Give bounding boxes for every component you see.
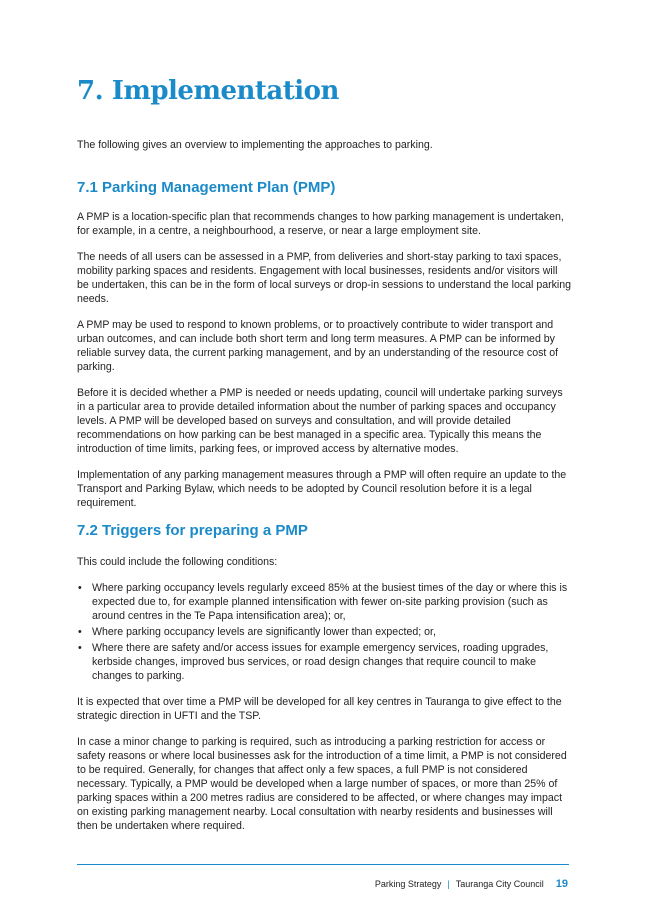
bullet-icon: • xyxy=(78,642,82,654)
section-1-paragraph: A PMP may be used to respond to known problems, or to proactively contribute to wider transport and urban outcomes, and can include both short term and long term measures. A PMP can be informed by reliable survey data, the current parking management, and by an understanding of the resource cost of parking. xyxy=(77,319,559,373)
section-2-paragraph: It is expected that over time a PMP will be developed for all key centres in Tauranga to give effect to the strategic direction in UFTI and the TSP. xyxy=(77,696,562,722)
section-1-title: 7.1 Parking Management Plan (PMP) xyxy=(77,179,336,196)
section-1-body xyxy=(77,210,572,522)
list-item xyxy=(77,641,572,683)
footer-divider xyxy=(77,864,569,865)
bullet-icon: • xyxy=(78,582,82,594)
section-2-lead: This could include the following conditions: xyxy=(77,556,278,568)
section-2-paragraph: In case a minor change to parking is required, such as introducing a parking restriction for access or safety reasons or where local businesses ask for the introduction of a time limit, a PMP is not considered to be required. Generally, for changes that affect only a few spaces, a full PMP is not considered necessary. Typically, a PMP would be developed when a large number of spaces, or more than 25% of parking spaces within a 200 metres radius are considered to be affected, or where changes may impact on existing parking management nearby. Local consultation with nearby residents and businesses will then be undertaken where required. xyxy=(77,736,567,832)
page-heading: 7. Implementation xyxy=(77,76,339,106)
section-1-paragraph: A PMP is a location-specific plan that recommends changes to how parking management is undertaken, for example, in a centre, a neighbourhood, a reserve, or near a large employment site. xyxy=(77,211,564,237)
section-1-paragraph: The needs of all users can be assessed in a PMP, from deliveries and short-stay parking to taxi spaces, mobility parking spaces and residents. Engagement with local businesses, residents and/or visitors will be undertaken, this can be in the form of local surveys or drop-in sessions to understand the local parking needs. xyxy=(77,251,572,305)
footer-separator: | xyxy=(447,879,450,889)
section-1-paragraph: Before it is decided whether a PMP is needed or needs updating, council will undertake parking surveys in a particular area to provide detailed information about the number of parking spaces and occupancy levels. A PMP will be developed based on surveys and consultation, and will provide detailed recommendations on how parking can be best managed in a specific area. Typically this means the introduction of time limits, parking fees, or improved access by alternative modes. xyxy=(77,387,563,455)
list-item-text: Where parking occupancy levels regularly exceed 85% at the busiest times of the day or where this is expected due to, for example planned intensification with fewer on-site parking provision (such as around centres in the Te Papa intensification area); or, xyxy=(92,582,568,622)
intro-paragraph: The following gives an overview to implementing the approaches to parking. xyxy=(77,139,433,151)
trigger-list xyxy=(77,581,572,683)
list-item xyxy=(77,625,572,639)
section-2-body xyxy=(77,555,572,845)
footer-org: Tauranga City Council xyxy=(455,879,544,889)
bullet-icon: • xyxy=(78,626,82,638)
page-number: 19 xyxy=(555,878,568,890)
section-1-paragraph: Implementation of any parking management measures through a PMP will often require an update to the Transport and Parking Bylaw, which needs to be adopted by Council resolution before it is a legal requirement. xyxy=(77,469,567,509)
page-footer xyxy=(375,878,568,890)
list-item-text: Where there are safety and/or access issues for example emergency services, roading upgrades, kerbside changes, improved bus services, or road design changes that require council to make changes to parking. xyxy=(92,642,549,682)
list-item xyxy=(77,581,572,623)
section-2-title: 7.2 Triggers for preparing a PMP xyxy=(77,522,308,539)
list-item-text: Where parking occupancy levels are significantly lower than expected; or, xyxy=(92,626,436,638)
footer-doc-title: Parking Strategy xyxy=(374,879,442,889)
